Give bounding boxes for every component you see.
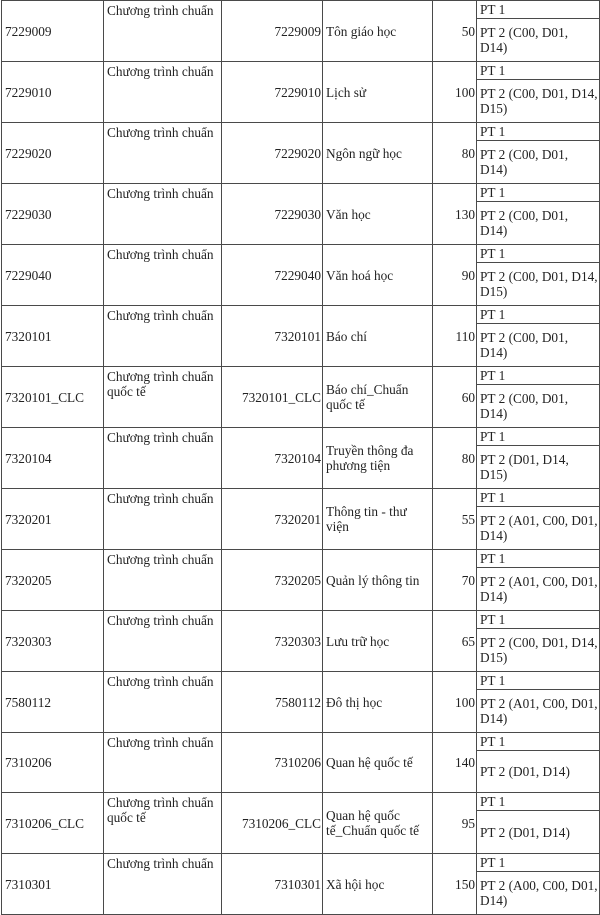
table-row [2,428,600,446]
table-row [2,367,600,385]
method-pt2-cell: PT 2 (A01, C00, D01, D14) [477,568,600,611]
program-cell: Chương trình chuẩn [104,550,222,611]
major-name-cell: Quản lý thông tin [323,550,433,611]
program-cell: Chương trình chuẩn [104,489,222,550]
method-pt2-cell: PT 2 (C00, D01, D14, D15) [477,629,600,672]
admission-code-cell: 7310206 [2,733,104,793]
method-pt2-cell: PT 2 (A01, C00, D01, D14) [477,507,600,550]
table-row [2,611,600,629]
method-pt2-cell: PT 2 (A01, C00, D01, D14) [477,690,600,733]
major-name-cell: Văn hoá học [323,245,433,306]
major-code-cell: 7580112 [222,672,323,733]
method-pt2-cell: PT 2 (C00, D01, D14) [477,324,600,367]
program-cell: Chương trình chuẩn [104,245,222,306]
major-name-cell: Đô thị học [323,672,433,733]
admission-code-cell: 7320101 [2,306,104,367]
program-cell: Chương trình chuẩn quốc tế [104,367,222,428]
method-pt1-cell: PT 1 [477,489,600,507]
quota-cell: 130 [433,184,477,245]
method-pt1-cell: PT 1 [477,672,600,690]
program-cell: Chương trình chuẩn [104,854,222,915]
admission-code-cell: 7580112 [2,672,104,733]
admission-code-cell: 7320104 [2,428,104,489]
method-pt1-cell: PT 1 [477,245,600,263]
method-pt1-cell: PT 1 [477,123,600,141]
program-cell: Chương trình chuẩn [104,123,222,184]
major-name-cell: Quan hệ quốc tế_Chuẩn quốc tế [323,793,433,854]
quota-cell: 80 [433,428,477,489]
major-code-cell: 7310206 [222,733,323,793]
method-pt1-cell: PT 1 [477,733,600,751]
major-name-cell: Lưu trữ học [323,611,433,672]
admission-code-cell: 7320201 [2,489,104,550]
admission-code-cell: 7229020 [2,123,104,184]
method-pt2-cell: PT 2 (C00, D01, D14) [477,19,600,62]
method-pt1-cell: PT 1 [477,793,600,811]
method-pt1-cell: PT 1 [477,854,600,872]
major-name-cell: Thông tin - thư viện [323,489,433,550]
major-code-cell: 7229010 [222,62,323,123]
program-cell: Chương trình chuẩn quốc tế [104,793,222,854]
major-code-cell: 7320201 [222,489,323,550]
program-cell: Chương trình chuẩn [104,1,222,62]
program-cell: Chương trình chuẩn [104,611,222,672]
major-code-cell: 7310206_CLC [222,793,323,854]
quota-cell: 80 [433,123,477,184]
method-pt2-cell: PT 2 (C00, D01, D14, D15) [477,80,600,123]
table-row [2,62,600,80]
table-row [2,854,600,872]
major-code-cell: 7320303 [222,611,323,672]
method-pt2-cell: PT 2 (D01, D14) [477,811,600,854]
major-name-cell: Lịch sử [323,62,433,123]
admission-code-cell: 7229009 [2,1,104,62]
quota-cell: 110 [433,306,477,367]
method-pt1-cell: PT 1 [477,62,600,80]
major-name-cell: Tôn giáo học [323,1,433,62]
method-pt2-cell: PT 2 (C00, D01, D14) [477,141,600,184]
table-row [2,245,600,263]
major-code-cell: 7320101 [222,306,323,367]
table-row [2,793,600,811]
table-row [2,733,600,751]
method-pt1-cell: PT 1 [477,428,600,446]
quota-cell: 90 [433,245,477,306]
table-row [2,672,600,690]
method-pt2-cell: PT 2 (A00, C00, D01, D14) [477,872,600,915]
quota-cell: 95 [433,793,477,854]
major-code-cell: 7229040 [222,245,323,306]
program-cell: Chương trình chuẩn [104,62,222,123]
admissions-table [1,0,600,915]
program-cell: Chương trình chuẩn [104,184,222,245]
admission-code-cell: 7229040 [2,245,104,306]
table-row [2,123,600,141]
major-name-cell: Báo chí_Chuẩn quốc tế [323,367,433,428]
admission-code-cell: 7229030 [2,184,104,245]
table-row [2,550,600,568]
major-code-cell: 7229020 [222,123,323,184]
major-name-cell: Xã hội học [323,854,433,915]
quota-cell: 50 [433,1,477,62]
quota-cell: 150 [433,854,477,915]
program-cell: Chương trình chuẩn [104,428,222,489]
major-code-cell: 7320104 [222,428,323,489]
admission-code-cell: 7320205 [2,550,104,611]
major-code-cell: 7320205 [222,550,323,611]
method-pt1-cell: PT 1 [477,611,600,629]
admission-code-cell: 7320303 [2,611,104,672]
table-body [2,1,600,915]
major-name-cell: Truyền thông đa phương tiện [323,428,433,489]
admission-code-cell: 7229010 [2,62,104,123]
quota-cell: 65 [433,611,477,672]
table-row [2,306,600,324]
method-pt2-cell: PT 2 (C00, D01, D14, D15) [477,263,600,306]
method-pt2-cell: PT 2 (C00, D01, D14) [477,385,600,428]
method-pt1-cell: PT 1 [477,1,600,19]
quota-cell: 70 [433,550,477,611]
program-cell: Chương trình chuẩn [104,672,222,733]
method-pt1-cell: PT 1 [477,367,600,385]
quota-cell: 55 [433,489,477,550]
method-pt2-cell: PT 2 (D01, D14) [477,751,600,793]
table-row [2,1,600,19]
quota-cell: 60 [433,367,477,428]
major-name-cell: Quan hệ quốc tế [323,733,433,793]
admission-code-cell: 7320101_CLC [2,367,104,428]
table-row [2,184,600,202]
major-name-cell: Văn học [323,184,433,245]
quota-cell: 100 [433,62,477,123]
major-name-cell: Ngôn ngữ học [323,123,433,184]
major-code-cell: 7229009 [222,1,323,62]
method-pt2-cell: PT 2 (D01, D14, D15) [477,446,600,489]
major-code-cell: 7229030 [222,184,323,245]
major-code-cell: 7320101_CLC [222,367,323,428]
major-code-cell: 7310301 [222,854,323,915]
quota-cell: 100 [433,672,477,733]
admission-code-cell: 7310206_CLC [2,793,104,854]
admission-code-cell: 7310301 [2,854,104,915]
major-name-cell: Báo chí [323,306,433,367]
program-cell: Chương trình chuẩn [104,733,222,793]
program-cell: Chương trình chuẩn [104,306,222,367]
method-pt2-cell: PT 2 (C00, D01, D14) [477,202,600,245]
method-pt1-cell: PT 1 [477,550,600,568]
quota-cell: 140 [433,733,477,793]
method-pt1-cell: PT 1 [477,184,600,202]
method-pt1-cell: PT 1 [477,306,600,324]
table-row [2,489,600,507]
